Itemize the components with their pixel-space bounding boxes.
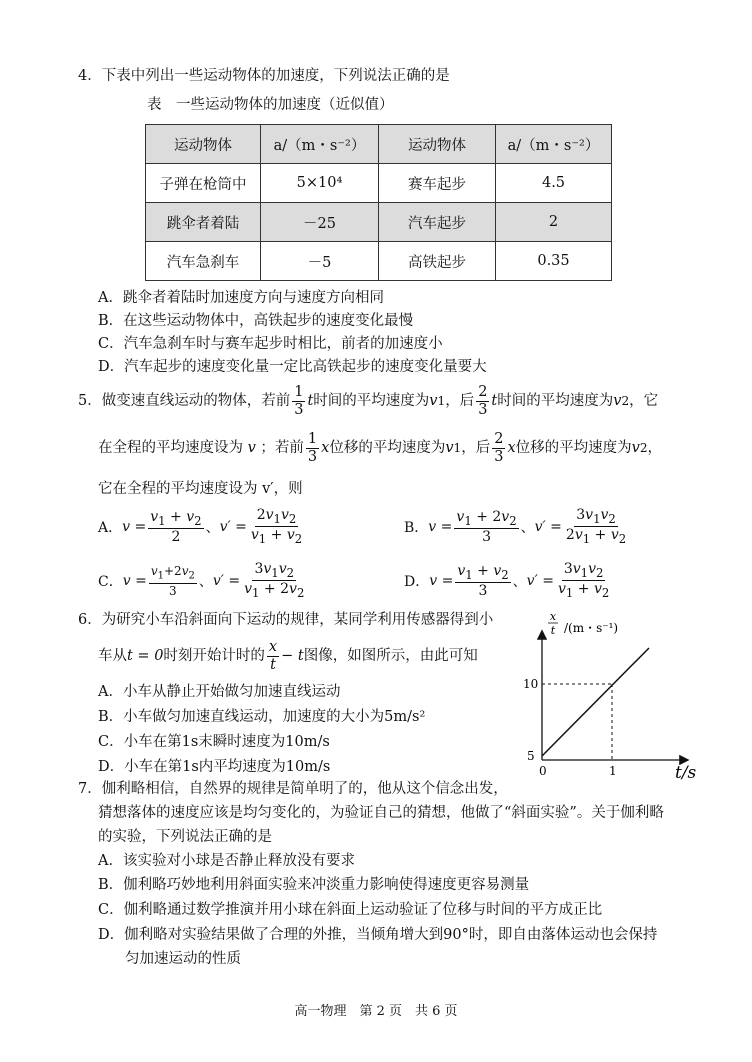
q5-option-b: B． v = $\frac{v_1 + 2v_2}{3}$ 、 v′ = $\frac{3v_1v_2}{2v_1 + v_2}$ [404, 507, 627, 547]
fraction-two-thirds: $\frac{2}{3}$ [494, 431, 504, 465]
table-header-cell: a/（m・s⁻²） [261, 125, 379, 164]
q6-option-b: B．小车做匀加速直线运动，加速度的大小为5m/s² [98, 709, 426, 725]
option-letter: C． [98, 573, 123, 590]
q5-line2: 在全程的平均速度设为 v ；若前 $\frac{1}{3}$ x 位移的平均速度为 v 1 ，后 $\frac{2}{3}$ x 位移的平均速度为 v 2 ， [98, 431, 663, 465]
y-label-t: t [550, 624, 556, 637]
table-header-row [146, 125, 612, 164]
q7-option-a: A．该实验对小球是否静止释放没有要求 [98, 853, 355, 869]
table-cell: 汽车起步 [379, 203, 496, 242]
x-tick-label: 0 [539, 764, 547, 778]
q7-line3: 的实验，下列说法正确的是 [98, 829, 272, 845]
data-line [542, 648, 649, 756]
q5-option-d: D． v = $\frac{v_1 + v_2}{3}$ 、 v′ = $\frac{3v_1v_2}{v_1 + v_2}$ [404, 561, 610, 601]
table-cell: 2 [496, 203, 612, 242]
table-header-cell: 运动物体 [379, 125, 496, 164]
fraction-one-third: $\frac{1}{3}$ [307, 431, 318, 465]
q6-option-c: C．小车在第1s末瞬时速度为10m/s [98, 734, 330, 750]
y-tick-label: 5 [527, 749, 535, 763]
table-cell: 0.35 [496, 242, 612, 281]
q6-option-d: D．小车在第1s内平均速度为10m/s [98, 759, 331, 775]
q5-text: ，后 [445, 393, 475, 409]
q7-line2: 猜想落体的速度应该是均匀变化的，为验证自己的猜想，他做了“斜面实验”。关于伽利略 [98, 805, 664, 821]
table-cell: 跳伞者着陆 [146, 203, 261, 242]
q4-stem: 4．下表中列出一些运动物体的加速度，下列说法正确的是 [78, 68, 450, 84]
table-cell: 子弹在枪筒中 [146, 164, 261, 203]
q5-option-c: C． v = $\frac{v_1+2v_2}{3}$ 、 v′ = $\frac{3v_1v_2}{v_1 + 2v_2}$ [98, 561, 305, 601]
q6-line1: 6．为研究小车沿斜面向下运动的规律，某同学利用传感器得到小 [78, 612, 494, 628]
q6-text: 时刻开始计时的 [163, 648, 265, 664]
q5-line3: 它在全程的平均速度设为 v′，则 [98, 481, 303, 497]
q5-text: 位移的平均速度为 [515, 440, 632, 456]
table-row [146, 242, 612, 281]
table-header-cell: 运动物体 [146, 125, 261, 164]
page-footer: 高一物理 第 2 页 共 6 页 [294, 1004, 458, 1019]
q7-line1: 7．伽利略相信，自然界的规律是简单明了的，他从这个信念出发， [78, 781, 508, 797]
table-row [146, 203, 612, 242]
option-letter: A． [98, 519, 123, 536]
q6-text: t = 0 [127, 648, 164, 664]
table-cell: 5×10⁴ [261, 164, 379, 203]
q6-text: 图像，如图所示，由此可知 [303, 648, 478, 664]
q4-option-d: D．汽车起步的速度变化量一定比高铁起步的速度变化量要大 [98, 359, 487, 375]
table-cell: 赛车起步 [379, 164, 496, 203]
y-label-x: x [549, 610, 557, 623]
q5-line1: 5．做变速直线运动的物体，若前 $\frac{1}{3}$ t 时间的平均速度为 v 1 ，后 $\frac{2}{3}$ t 时间的平均速度为 v 2 ，它 [78, 384, 659, 418]
q4-table-title: 表 一些运动物体的加速度（近似值） [147, 97, 394, 113]
q4-option-a: A．跳伞者着陆时加速度方向与速度方向相同 [98, 290, 384, 306]
q7-option-d-continued: 匀加速运动的性质 [125, 951, 241, 967]
table-cell: 4.5 [496, 164, 612, 203]
table-header-cell: a/（m・s⁻²） [496, 125, 612, 164]
fraction-one-third: $\frac{1}{3}$ [294, 384, 304, 418]
xt-t-graph [515, 610, 705, 780]
q7-option-b: B．伽利略巧妙地利用斜面实验来冲淡重力影响使得速度更容易测量 [98, 877, 530, 893]
table-cell: 高铁起步 [379, 242, 496, 281]
x-axis-label: t/s [675, 763, 697, 780]
q5-text: ；若前 [260, 440, 304, 456]
acceleration-table [145, 124, 612, 281]
q5-text: 时间的平均速度为 [497, 393, 614, 409]
q7-option-c: C．伽利略通过数学推演并用小球在斜面上运动验证了位移与时间的平方成正比 [98, 902, 603, 918]
q5-text: 在全程的平均速度设为 [98, 440, 243, 456]
q5-text: ，它 [629, 393, 659, 409]
table-cell: －25 [261, 203, 379, 242]
fraction-two-thirds: $\frac{2}{3}$ [478, 384, 488, 418]
table-cell: －5 [261, 242, 379, 281]
q7-option-d: D．伽利略对实验结果做了合理的外推，当倾角增大到90°时，即自由落体运动也会保持 [98, 927, 658, 943]
q5-text: ，后 [461, 440, 491, 456]
option-letter: B． [404, 519, 429, 536]
q5-text: 位移的平均速度为 [329, 440, 446, 456]
table-cell: 汽车急刹车 [146, 242, 261, 281]
y-tick-label: 10 [523, 677, 539, 691]
q5-text: 时间的平均速度为 [313, 393, 430, 409]
q4-option-b: B．在这些运动物体中，高铁起步的速度变化最慢 [98, 313, 414, 329]
q6-line2: 车从 t = 0 时刻开始计时的 $\frac{x}{t}$ − t 图像，如图所示，由此可知 [98, 639, 478, 673]
option-letter: D． [404, 573, 430, 590]
q5-text: 5．做变速直线运动的物体，若前 [78, 393, 291, 409]
q6-text: 车从 [98, 648, 127, 664]
q5-option-a: A． v = $\frac{v_1 + v_2}{2}$ 、 v′ = $\frac{2v_1v_2}{v_1 + v_2}$ [98, 507, 303, 547]
y-axis-unit: /(m・s⁻¹) [564, 621, 619, 635]
table-row [146, 164, 612, 203]
q6-option-a: A．小车从静止开始做匀加速直线运动 [98, 684, 341, 700]
x-tick-label: 1 [609, 764, 617, 778]
q4-option-c: C．汽车急刹车时与赛车起步时相比，前者的加速度小 [98, 336, 443, 352]
